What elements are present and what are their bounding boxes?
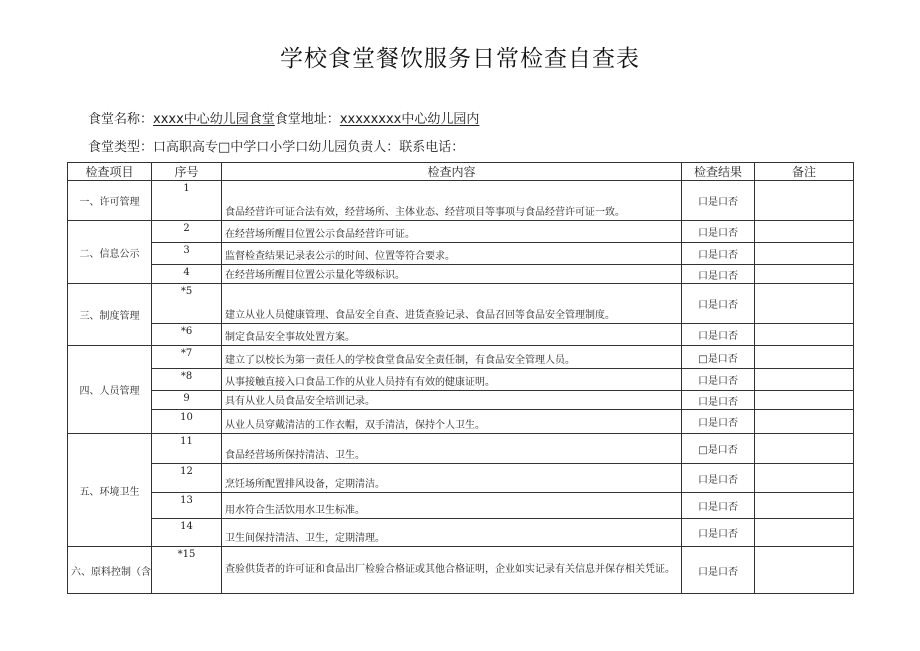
note-cell[interactable]: [755, 284, 854, 324]
category-cell: 五、环境卫生: [68, 434, 152, 547]
category-cell: 一、许可管理: [68, 181, 152, 221]
result-checkbox[interactable]: 口是口否: [682, 181, 755, 221]
result-checkbox[interactable]: 口是口否: [682, 464, 755, 493]
row-content: 从业人员穿戴清洁的工作衣帽，双手清洁，保持个人卫生。: [222, 410, 682, 434]
row-number: 14: [152, 519, 222, 547]
table-row: [68, 391, 854, 410]
row-number: *5: [152, 284, 222, 324]
result-checkbox[interactable]: 口是口否: [682, 391, 755, 410]
row-number: *8: [152, 369, 222, 391]
category-cell: 四、人员管理: [68, 346, 152, 434]
result-checkbox[interactable]: 口是口否: [682, 547, 755, 594]
row-number: 9: [152, 391, 222, 410]
row-number: *15: [152, 547, 222, 594]
row-content: 建立从业人员健康管理、食品安全自查、进货查验记录、食品召回等食品安全管理制度。: [222, 284, 682, 324]
table-row: [68, 434, 854, 464]
result-checkbox[interactable]: 口是口否: [682, 243, 755, 265]
page-title: 学校食堂餐饮服务日常检查自查表: [280, 46, 640, 72]
row-content: 食品经营场所保持清洁、卫生。: [222, 434, 682, 464]
note-cell[interactable]: [755, 547, 854, 594]
table-row: [68, 346, 854, 369]
result-checkbox[interactable]: 口是口否: [682, 284, 755, 324]
result-checkbox[interactable]: 口是口否: [682, 324, 755, 346]
row-number: *7: [152, 346, 222, 369]
table-row: [68, 547, 854, 594]
table-row: [68, 464, 854, 493]
row-content: 用水符合生活饮用水卫生标准。: [222, 493, 682, 519]
header-result: 检查结果: [682, 163, 755, 181]
note-cell[interactable]: [755, 369, 854, 391]
result-checkbox[interactable]: 口是口否: [682, 410, 755, 434]
canteen-info-line: [88, 108, 479, 127]
note-cell[interactable]: [755, 346, 854, 369]
row-number: 11: [152, 434, 222, 464]
table-row: [68, 324, 854, 346]
inspection-table: [67, 162, 854, 594]
row-content: 查验供货者的许可证和食品出厂检验合格证或其他合格证明，企业如实记录有关信息并保存相关凭证。: [222, 547, 682, 594]
row-number: 13: [152, 493, 222, 519]
result-checkbox[interactable]: 口是口否: [682, 221, 755, 243]
header-content: 检查内容: [222, 163, 682, 181]
table-row: [68, 181, 854, 221]
result-checkbox[interactable]: □是口否: [682, 434, 755, 464]
note-cell[interactable]: [755, 221, 854, 243]
row-number: 1: [152, 181, 222, 221]
category-cell: 三、制度管理: [68, 284, 152, 346]
result-checkbox[interactable]: 口是口否: [682, 493, 755, 519]
row-content: 卫生间保持清洁、卫生，定期清理。: [222, 519, 682, 547]
note-cell[interactable]: [755, 464, 854, 493]
row-content: 在经营场所醒目位置公示量化等级标识。: [222, 265, 682, 284]
header-num: 序号: [152, 163, 222, 181]
table-row: [68, 221, 854, 243]
row-content: 制定食品安全事故处置方案。: [222, 324, 682, 346]
result-checkbox[interactable]: □是口否: [682, 346, 755, 369]
note-cell[interactable]: [755, 410, 854, 434]
header-note: 备注: [755, 163, 854, 181]
row-number: 2: [152, 221, 222, 243]
note-cell[interactable]: [755, 324, 854, 346]
table-row: [68, 493, 854, 519]
row-content: 烹饪场所配置排风设备，定期清洁。: [222, 464, 682, 493]
category-cell: 二、信息公示: [68, 221, 152, 284]
note-cell[interactable]: [755, 519, 854, 547]
row-content: 监督检查结果记录表公示的时间、位置等符合要求。: [222, 243, 682, 265]
table-row: [68, 369, 854, 391]
table-row: [68, 519, 854, 547]
canteen-name-value: xxxx中心幼儿园食堂: [153, 112, 275, 127]
note-cell[interactable]: [755, 391, 854, 410]
header-item: 检查项目: [68, 163, 152, 181]
row-content: 从事接触直接入口食品工作的从业人员持有有效的健康证明。: [222, 369, 682, 391]
row-number: *6: [152, 324, 222, 346]
row-content: 在经营场所醒目位置公示食品经营许可证。: [222, 221, 682, 243]
table-row: [68, 243, 854, 265]
canteen-address-label: 食堂地址：: [274, 112, 340, 127]
table-row: [68, 284, 854, 324]
row-number: 4: [152, 265, 222, 284]
note-cell[interactable]: [755, 434, 854, 464]
row-content: 食品经营许可证合法有效，经营场所、主体业态、经营项目等事项与食品经营许可证一致。: [222, 181, 682, 221]
note-cell[interactable]: [755, 243, 854, 265]
table-row: [68, 410, 854, 434]
row-content: 建立了以校长为第一责任人的学校食堂食品安全责任制，有食品安全管理人员。: [222, 346, 682, 369]
canteen-name-label: 食堂名称：: [88, 112, 154, 127]
row-number: 10: [152, 410, 222, 434]
row-number: 12: [152, 464, 222, 493]
note-cell[interactable]: [755, 265, 854, 284]
result-checkbox[interactable]: 口是口否: [682, 369, 755, 391]
result-checkbox[interactable]: 口是口否: [682, 265, 755, 284]
table-row: [68, 265, 854, 284]
row-number: 3: [152, 243, 222, 265]
canteen-type-line: 食堂类型：口高职高专□中学口小学口幼儿园负责人：联系电话：: [88, 140, 465, 155]
note-cell[interactable]: [755, 181, 854, 221]
category-cell: 六、原料控制（含: [68, 547, 152, 594]
row-content: 具有从业人员食品安全培训记录。: [222, 391, 682, 410]
note-cell[interactable]: [755, 493, 854, 519]
result-checkbox[interactable]: 口是口否: [682, 519, 755, 547]
canteen-address-value: xxxxxxxx中心幼儿园内: [339, 112, 480, 127]
table-header-row: [68, 163, 854, 181]
